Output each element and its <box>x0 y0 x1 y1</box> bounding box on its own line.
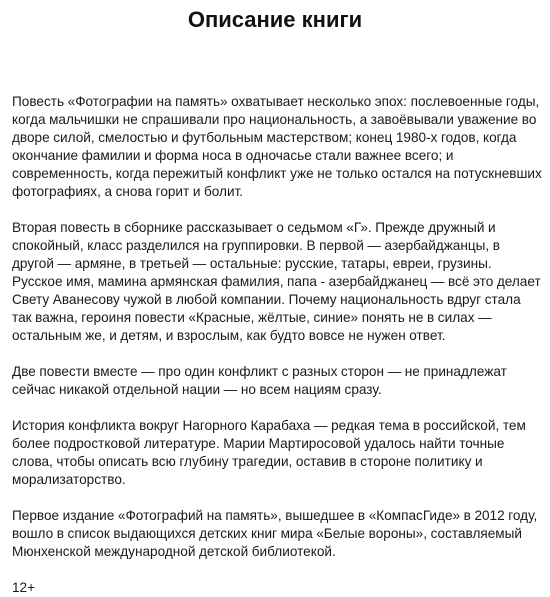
paragraph-4: История конфликта вокруг Нагорного Карабаха — редкая тема в российской, тем более подростковой литературе. Марии Мартиросовой удалось найти точные слова, чтобы описать всю глубину трагедии, оставив в стороне политику и морализаторство. <box>12 418 526 487</box>
age-rating: 12+ <box>12 580 36 595</box>
paragraph-1: Повесть «Фотографии на память» охватывает несколько эпох: послевоенные годы, когда мальчишки не спрашивали про национальность, а завоёвывали уважение во дворе силой, смелостью и футбольным мастерством; конец 1980-х годов, когда окончание фамилии и форма носа в одночасье стали важнее всего; и современность, когда пережитый конфликт уже не только остался на потускневших фотографиях, а снова горит и болит. <box>12 94 542 199</box>
page-title: Описание книги <box>187 7 363 32</box>
paragraph-5: Первое издание «Фотографий на память», вышедшее в «КомпасГиде» в 2012 году, вошло в список выдающихся детских книг мира «Белые вороны», составляемый Мюнхенской международной детской библиотекой. <box>12 508 538 559</box>
paragraph-3: Две повести вместе — про один конфликт с разных сторон — не принадлежат сейчас никакой отдельной нации — но всем нациям сразу. <box>12 364 507 397</box>
description-body <box>12 93 543 597</box>
paragraph-2: Вторая повесть в сборнике рассказывает о седьмом «Г». Прежде дружный и спокойный, класс разделился на группировки. В первой — азербайджанцы, в другой — армяне, в третьей — остальные: русские, татары, евреи, грузины. Русское имя, мамина армянская фамилия, папа - азербайджанец — всё это делает Свету Аванесову чужой в любой компании. Почему национальность вдруг стала так важна, героиня повести «Красные, жёлтые, синие» понять не в силах — остальным же, и детям, и взрослым, как будто вовсе не нужен ответ. <box>12 220 541 343</box>
